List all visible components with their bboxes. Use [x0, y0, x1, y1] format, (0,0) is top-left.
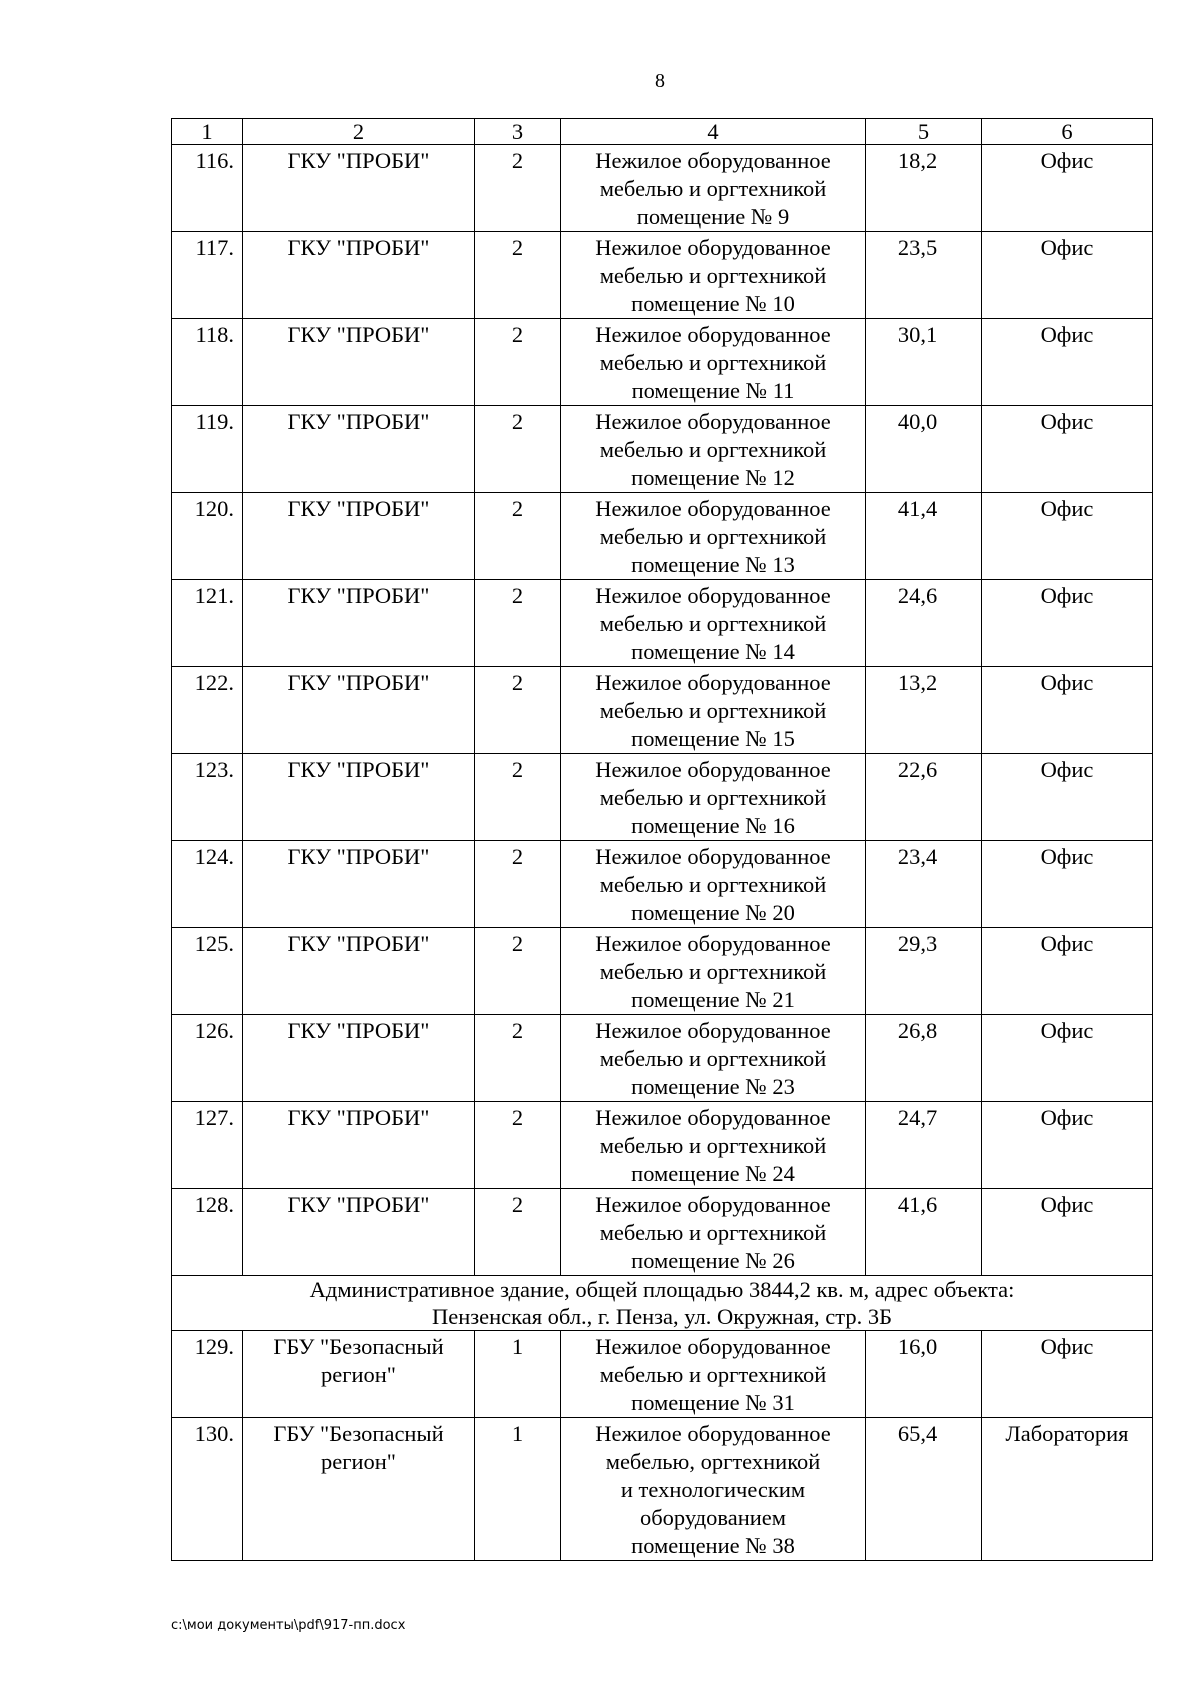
- description-cell-line: мебелью и оргтехникой: [599, 176, 827, 201]
- organization-cell: [243, 928, 475, 1015]
- floor-cell: 2: [475, 1015, 561, 1102]
- organization-cell-line: ГКУ "ПРОБИ": [287, 583, 430, 608]
- description-cell: [561, 1015, 866, 1102]
- description-cell-line: мебелью и оргтехникой: [599, 785, 827, 810]
- table-row: [172, 1102, 1153, 1189]
- floor-cell: 1: [475, 1331, 561, 1418]
- organization-cell-line: ГКУ "ПРОБИ": [287, 1018, 430, 1043]
- description-cell-line: мебелью и оргтехникой: [599, 350, 827, 375]
- header-cell: 5: [866, 119, 982, 145]
- property-table: [171, 118, 1153, 1561]
- organization-cell-line: ГКУ "ПРОБИ": [287, 148, 430, 173]
- area-cell: 40,0: [866, 406, 982, 493]
- floor-cell: 2: [475, 319, 561, 406]
- purpose-cell: Офис: [982, 667, 1153, 754]
- organization-cell: [243, 754, 475, 841]
- organization-cell: [243, 1015, 475, 1102]
- table-header: [172, 119, 1153, 145]
- row-number: 130.: [172, 1418, 243, 1561]
- organization-cell-line: ГКУ "ПРОБИ": [287, 322, 430, 347]
- purpose-cell: Офис: [982, 493, 1153, 580]
- table-row: [172, 145, 1153, 232]
- description-cell-line: помещение № 11: [631, 378, 795, 403]
- description-cell-line: мебелью и оргтехникой: [599, 611, 827, 636]
- table-row: [172, 1189, 1153, 1276]
- area-cell: 13,2: [866, 667, 982, 754]
- floor-cell: 2: [475, 928, 561, 1015]
- table-row: [172, 493, 1153, 580]
- description-cell-line: помещение № 13: [631, 552, 795, 577]
- floor-cell: 1: [475, 1418, 561, 1561]
- organization-cell-line: ГКУ "ПРОБИ": [287, 1105, 430, 1130]
- organization-cell-line: регион": [321, 1362, 396, 1387]
- floor-cell: 2: [475, 232, 561, 319]
- table-row: [172, 1418, 1153, 1561]
- area-cell: 22,6: [866, 754, 982, 841]
- table-row: [172, 580, 1153, 667]
- table-row: [172, 319, 1153, 406]
- description-cell-line: помещение № 24: [631, 1161, 795, 1186]
- purpose-cell: Офис: [982, 319, 1153, 406]
- description-cell: [561, 580, 866, 667]
- description-cell-line: Нежилое оборудованное: [595, 496, 831, 521]
- organization-cell: [243, 841, 475, 928]
- description-cell-line: Нежилое оборудованное: [595, 1105, 831, 1130]
- organization-cell: [243, 1418, 475, 1561]
- row-number: 122.: [172, 667, 243, 754]
- description-cell: [561, 319, 866, 406]
- purpose-cell: Офис: [982, 145, 1153, 232]
- section-header-cell: [172, 1276, 1153, 1331]
- description-cell: [561, 145, 866, 232]
- area-cell: 23,5: [866, 232, 982, 319]
- table-row: [172, 841, 1153, 928]
- row-number: 121.: [172, 580, 243, 667]
- row-number: 125.: [172, 928, 243, 1015]
- description-cell: [561, 841, 866, 928]
- description-cell-line: мебелью и оргтехникой: [599, 698, 827, 723]
- row-number: 124.: [172, 841, 243, 928]
- description-cell-line: Нежилое оборудованное: [595, 1421, 831, 1446]
- description-cell-line: помещение № 38: [631, 1533, 795, 1558]
- area-cell: 18,2: [866, 145, 982, 232]
- footer-file-path: c:\мои документы\pdf\917-пп.docx: [171, 1618, 406, 1633]
- header-cell: 2: [243, 119, 475, 145]
- header-cell: 1: [172, 119, 243, 145]
- floor-cell: 2: [475, 406, 561, 493]
- area-cell: 41,4: [866, 493, 982, 580]
- description-cell-line: Нежилое оборудованное: [595, 235, 831, 260]
- description-cell: [561, 1189, 866, 1276]
- organization-cell: [243, 1189, 475, 1276]
- row-number: 123.: [172, 754, 243, 841]
- area-cell: 41,6: [866, 1189, 982, 1276]
- purpose-cell: Офис: [982, 232, 1153, 319]
- area-cell: 65,4: [866, 1418, 982, 1561]
- page-number: 8: [655, 70, 665, 92]
- description-cell: [561, 1102, 866, 1189]
- description-cell-line: мебелью и оргтехникой: [599, 437, 827, 462]
- organization-cell-line: ГКУ "ПРОБИ": [287, 931, 430, 956]
- purpose-cell: Офис: [982, 1189, 1153, 1276]
- purpose-cell: Офис: [982, 1102, 1153, 1189]
- description-cell-line: Нежилое оборудованное: [595, 1334, 831, 1359]
- table-row: [172, 928, 1153, 1015]
- description-cell-line: помещение № 10: [631, 291, 795, 316]
- floor-cell: 2: [475, 580, 561, 667]
- purpose-cell: Офис: [982, 754, 1153, 841]
- organization-cell-line: ГКУ "ПРОБИ": [287, 1192, 430, 1217]
- organization-cell: [243, 406, 475, 493]
- area-cell: 30,1: [866, 319, 982, 406]
- organization-cell-line: ГБУ "Безопасный: [273, 1334, 444, 1359]
- organization-cell-line: регион": [321, 1449, 396, 1474]
- description-cell-line: помещение № 26: [631, 1248, 795, 1273]
- purpose-cell: Офис: [982, 1331, 1153, 1418]
- organization-cell: [243, 667, 475, 754]
- table-row: [172, 1331, 1153, 1418]
- description-cell-line: Нежилое оборудованное: [595, 931, 831, 956]
- organization-cell: [243, 1331, 475, 1418]
- row-number: 129.: [172, 1331, 243, 1418]
- description-cell-line: мебелью, оргтехникой: [605, 1449, 821, 1474]
- header-cell: 6: [982, 119, 1153, 145]
- organization-cell-line: ГКУ "ПРОБИ": [287, 670, 430, 695]
- organization-cell: [243, 319, 475, 406]
- description-cell-line: мебелью и оргтехникой: [599, 524, 827, 549]
- purpose-cell: Офис: [982, 580, 1153, 667]
- description-cell-line: Нежилое оборудованное: [595, 148, 831, 173]
- organization-cell-line: ГКУ "ПРОБИ": [287, 235, 430, 260]
- row-number: 116.: [172, 145, 243, 232]
- floor-cell: 2: [475, 493, 561, 580]
- description-cell-line: мебелью и оргтехникой: [599, 1046, 827, 1071]
- floor-cell: 2: [475, 1102, 561, 1189]
- floor-cell: 2: [475, 145, 561, 232]
- row-number: 127.: [172, 1102, 243, 1189]
- purpose-cell: Офис: [982, 928, 1153, 1015]
- organization-cell: [243, 232, 475, 319]
- row-number: 126.: [172, 1015, 243, 1102]
- table-row: [172, 406, 1153, 493]
- organization-cell: [243, 145, 475, 232]
- area-cell: 16,0: [866, 1331, 982, 1418]
- description-cell-line: Нежилое оборудованное: [595, 1018, 831, 1043]
- purpose-cell: Офис: [982, 841, 1153, 928]
- description-cell-line: мебелью и оргтехникой: [599, 263, 827, 288]
- description-cell-line: Нежилое оборудованное: [595, 1192, 831, 1217]
- description-cell: [561, 667, 866, 754]
- description-cell-line: помещение № 12: [631, 465, 795, 490]
- header-cell: 4: [561, 119, 866, 145]
- description-cell-line: Нежилое оборудованное: [595, 757, 831, 782]
- row-number: 119.: [172, 406, 243, 493]
- table-row: [172, 1015, 1153, 1102]
- organization-cell-line: ГКУ "ПРОБИ": [287, 409, 430, 434]
- organization-cell-line: ГКУ "ПРОБИ": [287, 757, 430, 782]
- purpose-cell: Лаборатория: [982, 1418, 1153, 1561]
- description-cell-line: помещение № 23: [631, 1074, 795, 1099]
- purpose-cell: Офис: [982, 406, 1153, 493]
- row-number: 128.: [172, 1189, 243, 1276]
- table-row: [172, 667, 1153, 754]
- description-cell: [561, 1418, 866, 1561]
- description-cell-line: помещение № 21: [631, 987, 795, 1012]
- floor-cell: 2: [475, 841, 561, 928]
- description-cell-line: мебелью и оргтехникой: [599, 959, 827, 984]
- area-cell: 26,8: [866, 1015, 982, 1102]
- description-cell-line: оборудованием: [639, 1505, 787, 1530]
- description-cell-line: мебелью и оргтехникой: [599, 1133, 827, 1158]
- organization-cell: [243, 493, 475, 580]
- description-cell: [561, 754, 866, 841]
- purpose-cell: Офис: [982, 1015, 1153, 1102]
- description-cell-line: помещение № 14: [631, 639, 795, 664]
- description-cell-line: помещение № 20: [631, 900, 795, 925]
- description-cell: [561, 232, 866, 319]
- area-cell: 29,3: [866, 928, 982, 1015]
- description-cell-line: помещение № 31: [631, 1390, 795, 1415]
- description-cell-line: мебелью и оргтехникой: [599, 1220, 827, 1245]
- description-cell-line: помещение № 16: [631, 813, 795, 838]
- description-cell-line: Нежилое оборудованное: [595, 670, 831, 695]
- row-number: 118.: [172, 319, 243, 406]
- description-cell-line: Нежилое оборудованное: [595, 583, 831, 608]
- table-body: [172, 145, 1153, 1561]
- description-cell: [561, 406, 866, 493]
- organization-cell-line: ГКУ "ПРОБИ": [287, 844, 430, 869]
- organization-cell: [243, 1102, 475, 1189]
- floor-cell: 2: [475, 754, 561, 841]
- floor-cell: 2: [475, 667, 561, 754]
- description-cell: [561, 493, 866, 580]
- row-number: 120.: [172, 493, 243, 580]
- description-cell-line: мебелью и оргтехникой: [599, 872, 827, 897]
- organization-cell-line: ГКУ "ПРОБИ": [287, 496, 430, 521]
- description-cell-line: Нежилое оборудованное: [595, 322, 831, 347]
- description-cell-line: помещение № 15: [631, 726, 795, 751]
- area-cell: 24,7: [866, 1102, 982, 1189]
- description-cell-line: Нежилое оборудованное: [595, 844, 831, 869]
- section-header-row: [172, 1276, 1153, 1331]
- organization-cell: [243, 580, 475, 667]
- area-cell: 24,6: [866, 580, 982, 667]
- description-cell-line: и технологическим: [620, 1477, 806, 1502]
- description-cell: [561, 928, 866, 1015]
- floor-cell: 2: [475, 1189, 561, 1276]
- description-cell-line: мебелью и оргтехникой: [599, 1362, 827, 1387]
- table-row: [172, 754, 1153, 841]
- area-cell: 23,4: [866, 841, 982, 928]
- header-cell: 3: [475, 119, 561, 145]
- organization-cell-line: ГБУ "Безопасный: [273, 1421, 444, 1446]
- row-number: 117.: [172, 232, 243, 319]
- section-header-cell-line: Административное здание, общей площадью 3844,2 кв. м, адрес объекта:: [309, 1277, 1015, 1302]
- table-row: [172, 232, 1153, 319]
- section-header-cell-line: Пензенская обл., г. Пенза, ул. Окружная, стр. 3Б: [431, 1304, 893, 1329]
- description-cell-line: помещение № 9: [636, 204, 790, 229]
- description-cell: [561, 1331, 866, 1418]
- description-cell-line: Нежилое оборудованное: [595, 409, 831, 434]
